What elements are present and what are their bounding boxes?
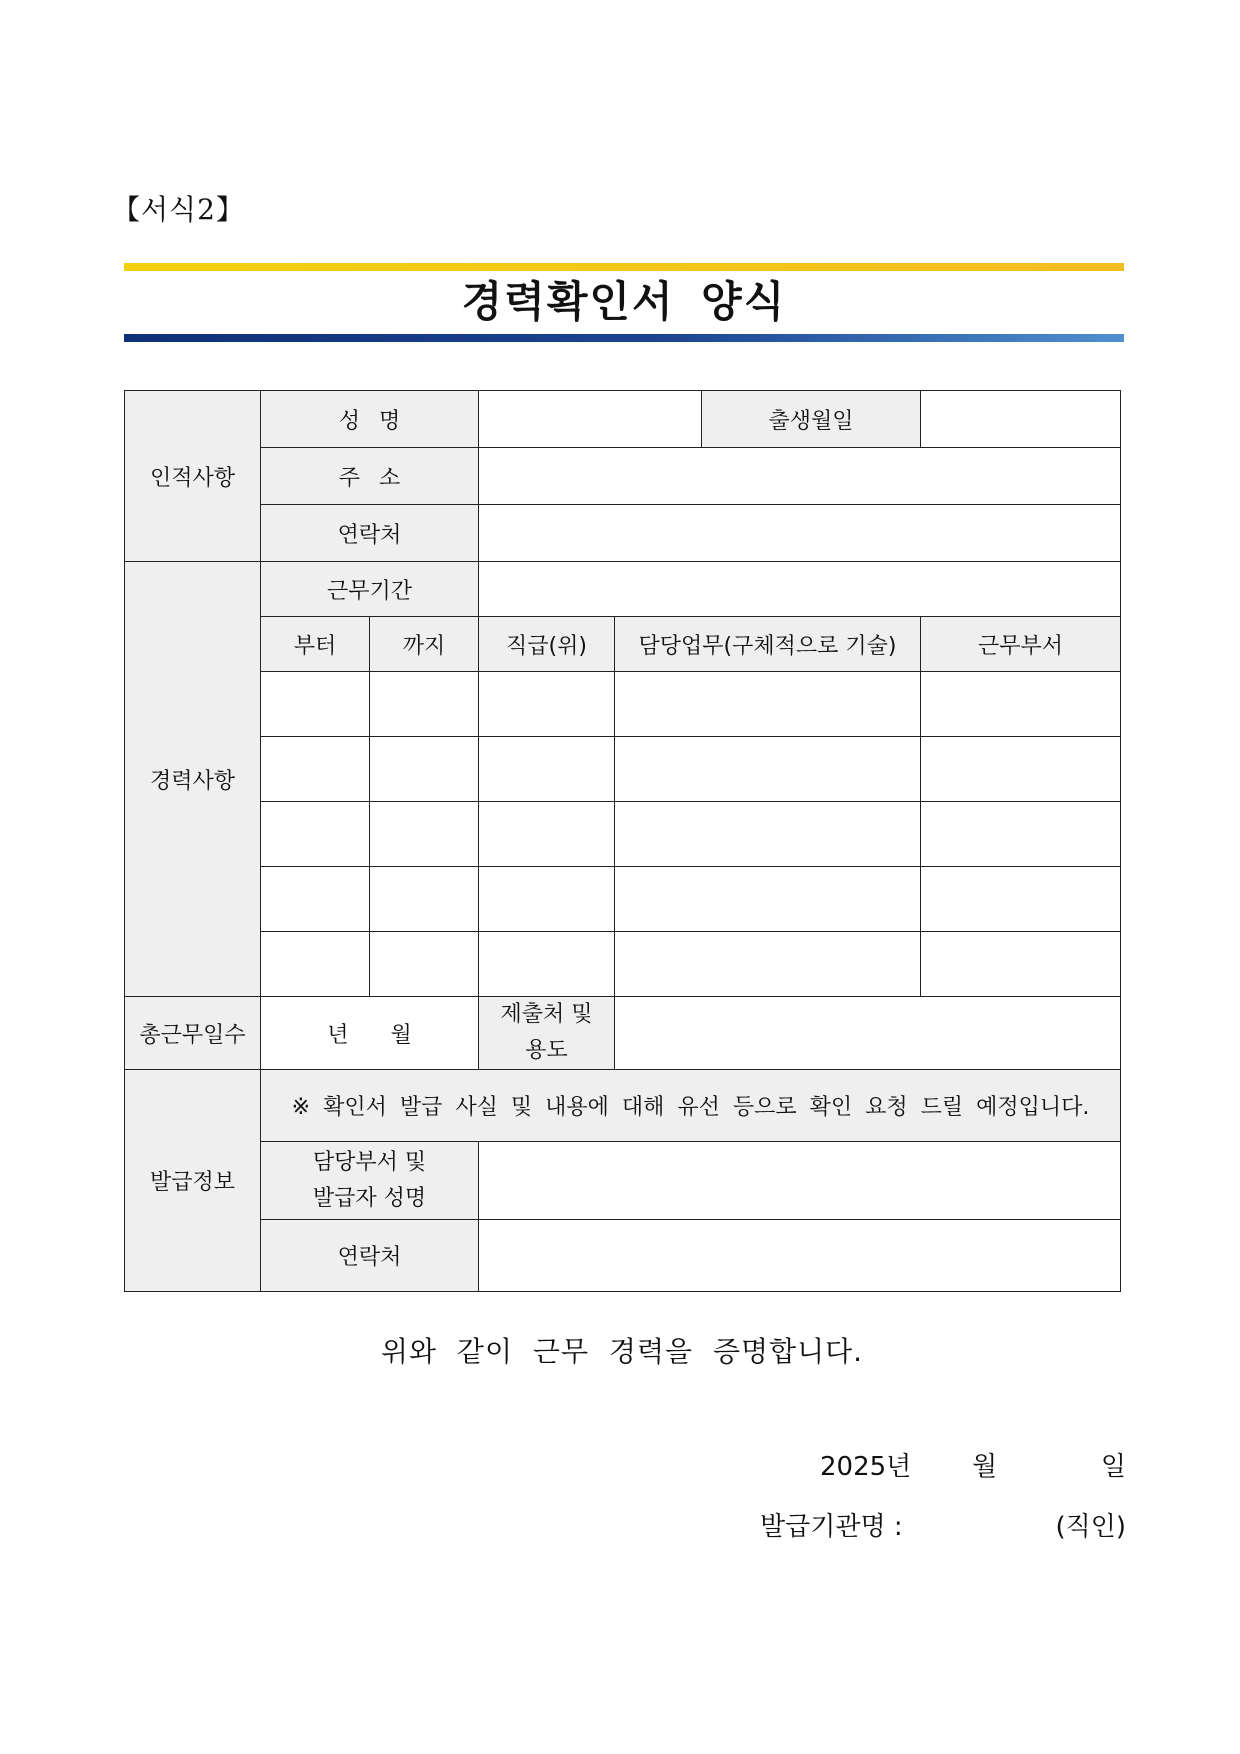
closing-statement: 위와 같이 근무 경력을 증명합니다. (380, 1335, 864, 1368)
total-days-value[interactable]: 년 월 (261, 997, 479, 1070)
birth-label: 출생월일 (702, 391, 921, 448)
total-days-label: 총근무일수 (125, 997, 261, 1070)
career-from-cell[interactable] (261, 867, 370, 932)
career-dept-cell[interactable] (921, 867, 1121, 932)
career-duty-cell[interactable] (615, 802, 921, 867)
career-from-cell[interactable] (261, 737, 370, 802)
submit-purpose-label-line1: 제출처 및 (500, 1002, 593, 1027)
issuer-name-label: 발급기관명 : (760, 1512, 903, 1542)
title-top-bar (124, 263, 1124, 271)
row-total (125, 997, 1121, 1070)
career-dept-cell[interactable] (921, 672, 1121, 737)
career-row (125, 672, 1121, 737)
career-to-cell[interactable] (370, 737, 479, 802)
career-to-cell[interactable] (370, 867, 479, 932)
name-field[interactable] (479, 391, 702, 448)
period-label: 근무기간 (261, 562, 479, 617)
career-dept-cell[interactable] (921, 932, 1121, 997)
birth-field[interactable] (921, 391, 1121, 448)
date-month[interactable]: 월 (972, 1452, 998, 1482)
row-name (125, 391, 1121, 448)
career-rank-cell[interactable] (479, 932, 615, 997)
submit-purpose-label-line2: 용도 (525, 1038, 568, 1063)
col-duty-header: 담당업무(구체적으로 기술) (615, 617, 921, 672)
contact-field[interactable] (479, 505, 1121, 562)
career-to-cell[interactable] (370, 932, 479, 997)
address-label: 주 소 (261, 448, 479, 505)
career-rank-cell[interactable] (479, 802, 615, 867)
career-duty-cell[interactable] (615, 932, 921, 997)
issuer-signature-line (760, 1506, 1126, 1546)
career-rank-cell[interactable] (479, 672, 615, 737)
issue-notice: ※ 확인서 발급 사실 및 내용에 대해 유선 등으로 확인 요청 드릴 예정입니다. (261, 1070, 1121, 1142)
date-day[interactable]: 일 (1100, 1452, 1126, 1482)
issuer-dept-label-line1: 담당부서 및 (312, 1149, 427, 1175)
career-dept-cell[interactable] (921, 802, 1121, 867)
name-label: 성 명 (261, 391, 479, 448)
career-row (125, 932, 1121, 997)
col-to-header: 까지 (370, 617, 479, 672)
date-year[interactable]: 2025년 (820, 1452, 912, 1482)
contact-label: 연락처 (261, 505, 479, 562)
issuer-dept-label-line2: 발급자 성명 (312, 1185, 427, 1211)
career-rank-cell[interactable] (479, 867, 615, 932)
issuer-dept-label (261, 1142, 479, 1220)
period-field[interactable] (479, 562, 1121, 617)
issue-section-label: 발급정보 (125, 1070, 261, 1292)
career-duty-cell[interactable] (615, 737, 921, 802)
row-notice (125, 1070, 1121, 1142)
row-address (125, 448, 1121, 505)
submit-purpose-field[interactable] (615, 997, 1121, 1070)
submit-purpose-label (479, 997, 615, 1070)
career-rank-cell[interactable] (479, 737, 615, 802)
document-title: 경력확인서 양식 (461, 277, 787, 326)
issuer-contact-field[interactable] (479, 1220, 1121, 1292)
career-from-cell[interactable] (261, 672, 370, 737)
row-issuer (125, 1142, 1121, 1220)
career-to-cell[interactable] (370, 672, 479, 737)
issuer-dept-field[interactable] (479, 1142, 1121, 1220)
col-rank-header: 직급(위) (479, 617, 615, 672)
issuer-contact-label: 연락처 (261, 1220, 479, 1292)
address-field[interactable] (479, 448, 1121, 505)
career-header-row (125, 617, 1121, 672)
row-period (125, 562, 1121, 617)
col-dept-header: 근무부서 (921, 617, 1121, 672)
issue-date (820, 1446, 1126, 1486)
title-bottom-bar (124, 334, 1124, 342)
career-from-cell[interactable] (261, 932, 370, 997)
career-row (125, 867, 1121, 932)
career-row (125, 737, 1121, 802)
col-from-header: 부터 (261, 617, 370, 672)
row-issuer-contact (125, 1220, 1121, 1292)
personal-section-label: 인적사항 (125, 391, 261, 562)
career-row (125, 802, 1121, 867)
row-contact (125, 505, 1121, 562)
career-to-cell[interactable] (370, 802, 479, 867)
career-section-label: 경력사항 (125, 562, 261, 997)
career-certificate-table (124, 390, 1121, 1292)
career-dept-cell[interactable] (921, 737, 1121, 802)
career-from-cell[interactable] (261, 802, 370, 867)
career-duty-cell[interactable] (615, 672, 921, 737)
seal-label: (직인) (1055, 1512, 1126, 1542)
form-number-label: 【서식2】 (112, 193, 245, 226)
career-duty-cell[interactable] (615, 867, 921, 932)
